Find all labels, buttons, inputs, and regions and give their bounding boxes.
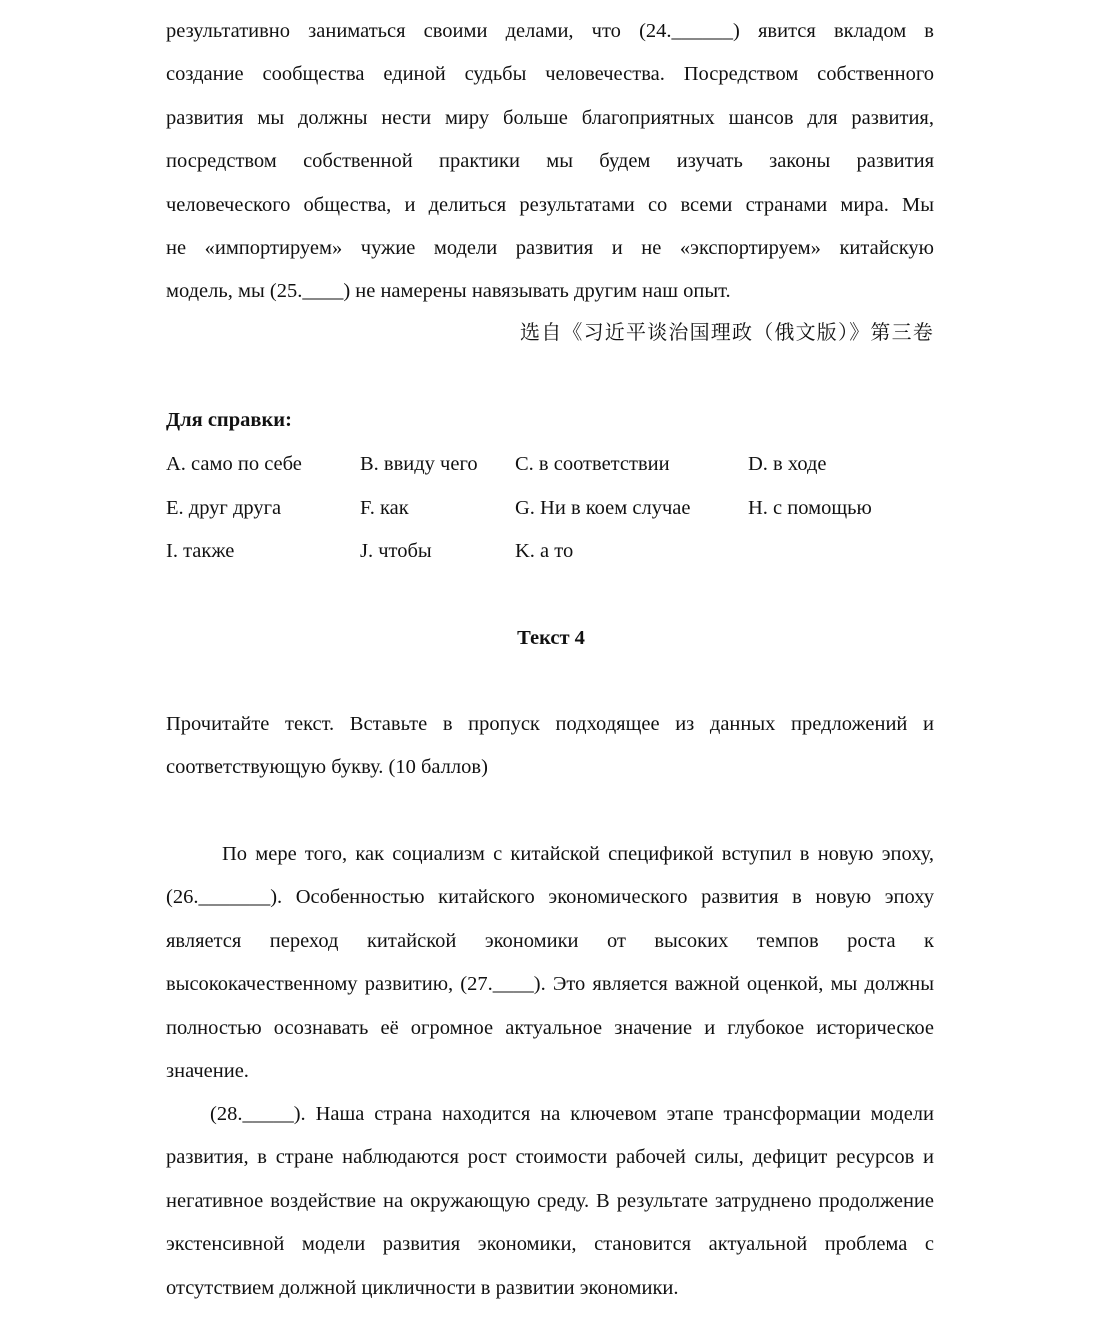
- passage-line: развития мы должны нести миру больше благоприятных шансов для развития,: [166, 106, 934, 129]
- option-i: I. также: [166, 540, 235, 562]
- passage-line: посредством собственной практики мы будем изучать законы развития: [166, 150, 934, 173]
- option-c: C. в соответствии: [515, 453, 670, 475]
- passage-line: не «импортируем» чужие модели развития и не «экспортируем» китайскую: [166, 237, 934, 260]
- reference-options: [166, 446, 934, 577]
- options-row: [166, 490, 934, 534]
- options-row: [166, 533, 934, 577]
- text4-heading: Текст 4: [517, 627, 585, 649]
- paragraph-2-block: [166, 1093, 934, 1310]
- passage-line: результативно заниматься своими делами, что (24.______) явится вкладом в: [166, 20, 934, 42]
- reference-title: Для справки:: [166, 409, 292, 431]
- passage-line: человеческого общества, и делиться результатами со всеми странами мира. Мы: [166, 193, 934, 216]
- passage-line: создание сообщества единой судьбы человечества. Посредством собственного: [166, 63, 934, 86]
- paragraph-1-block: [166, 833, 934, 1093]
- passage-top-text: [166, 10, 934, 314]
- option-j: J. чтобы: [360, 540, 432, 562]
- option-h: H. с помощью: [748, 496, 872, 519]
- option-a: A. само по себе: [166, 453, 302, 475]
- option-b: B. ввиду чего: [360, 453, 478, 475]
- instruction-block: [166, 703, 934, 790]
- option-d: D. в ходе: [748, 453, 827, 475]
- paragraph-2: (28._____). Наша страна находится на ключевом этапе трансформации модели развития, в стране наблюдаются рост стоимости рабочей силы, дефицит ресурсов и негативное воздействие на окружающую среду. В результате затруднено продолжение экстенсивной модели развития экономики, становится актуальной проблема с отсутствием должной цикличности в развитии экономики.: [166, 1103, 934, 1299]
- option-f: F. как: [360, 496, 409, 519]
- option-k: K. а то: [515, 540, 574, 562]
- option-e: E. друг друга: [166, 496, 282, 519]
- option-g: G. Ни в коем случае: [515, 496, 691, 519]
- instruction-text: Прочитайте текст. Вставьте в пропуск подходящее из данных предложений и соответствующую букву. (10 баллов): [166, 713, 934, 779]
- passage-line: модель, мы (25.____) не намерены навязывать другим наш опыт.: [166, 280, 731, 303]
- paragraph-1: По мере того, как социализм с китайской спецификой вступил в новую эпоху, (26._______). Особенностью китайского экономического развития в новую эпоху является переход китайской экономики от высоких темпов роста к высококачественному развитию, (27.____). Это является важной оценкой, мы должны полностью осознавать её огромное актуальное значение и глубокое историческое значение.: [166, 843, 934, 1083]
- options-row: [166, 446, 934, 490]
- source-citation: 选自《习近平谈治国理政（俄文版）》第三卷: [520, 320, 934, 344]
- passage-top: [166, 10, 934, 314]
